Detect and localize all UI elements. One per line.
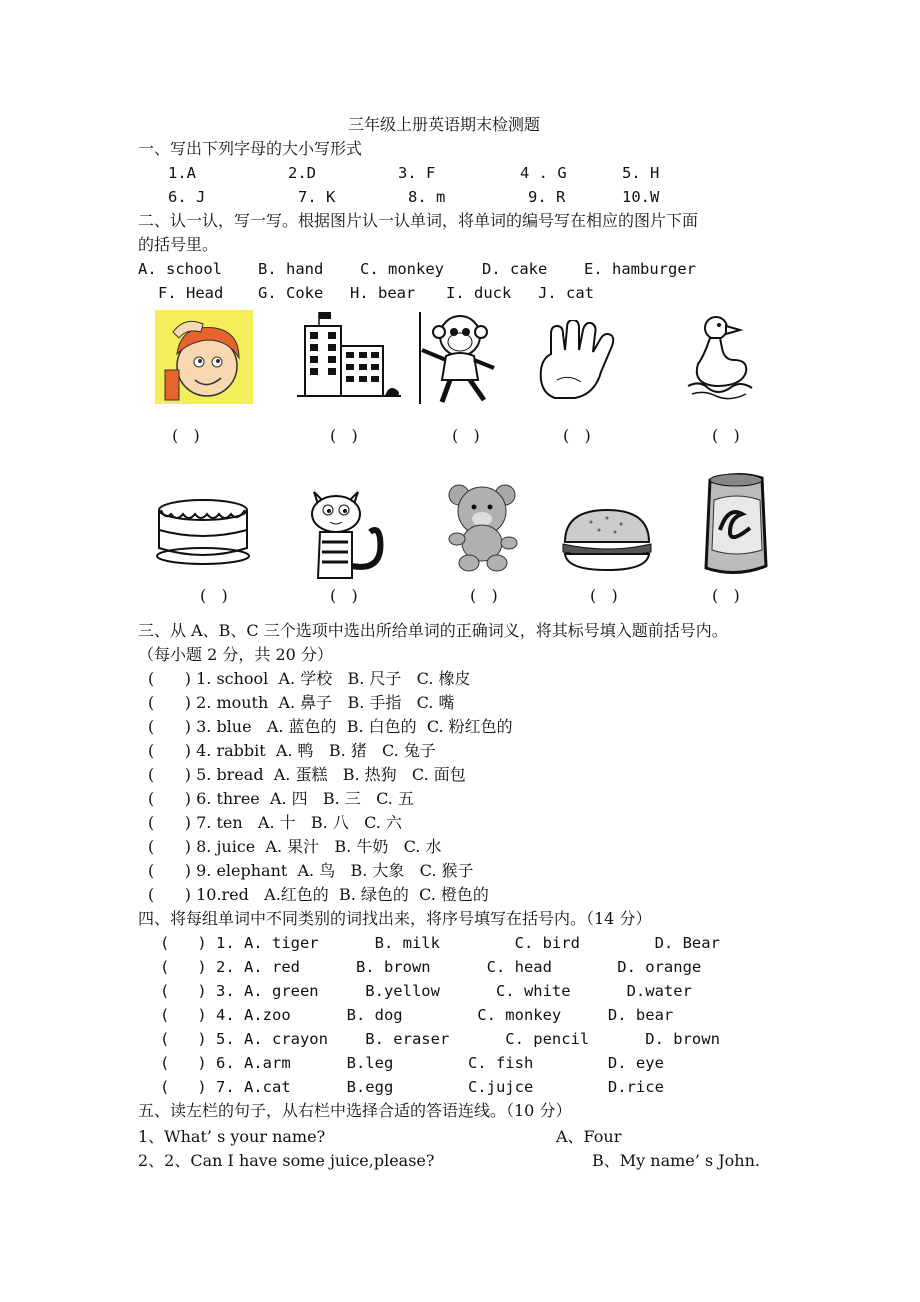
answer-blank[interactable]: ( ) xyxy=(590,586,618,605)
match-left-item: 2、2、Can I have some juice,please? xyxy=(138,1151,435,1170)
duck-icon xyxy=(686,312,756,402)
section1-heading: 一、写出下列字母的大小写形式 xyxy=(138,139,363,158)
word-option: H. bear xyxy=(350,284,416,302)
letter-item: 5. H xyxy=(622,164,660,182)
answer-blank[interactable]: ( ) xyxy=(330,586,358,605)
word-option: A. school xyxy=(138,260,222,278)
question-item: ( ) 2. mouth A. 鼻子 B. 手指 C. 嘴 xyxy=(148,693,455,712)
hand-icon xyxy=(535,320,627,406)
question-item: ( ) 1. A. tiger B. milk C. bird D. Bear xyxy=(160,934,720,952)
section5-heading: 五、读左栏的句子，从右栏中选择合适的答语连线。（10 分） xyxy=(138,1101,572,1120)
bear-icon xyxy=(443,481,523,573)
answer-blank[interactable]: ( ) xyxy=(452,426,480,445)
answer-blank[interactable]: ( ) xyxy=(563,426,591,445)
monkey-icon xyxy=(412,310,507,406)
cake-icon xyxy=(155,494,251,566)
question-item: ( ) 1. school A. 学校 B. 尺子 C. 橡皮 xyxy=(148,669,471,688)
section4-heading: 四、将每组单词中不同类别的词找出来，将序号填写在括号内。（14 分） xyxy=(138,909,652,928)
hamburger-icon xyxy=(561,508,653,574)
word-option: I. duck xyxy=(446,284,512,302)
question-item: ( ) 3. A. green B.yellow C. white D.water xyxy=(160,982,692,1000)
question-item: ( ) 4. A.zoo B. dog C. monkey D. bear xyxy=(160,1006,674,1024)
match-left-item: 1、What’ s your name? xyxy=(138,1127,326,1146)
coke-can-icon xyxy=(700,470,772,580)
section3-heading-cont: （每小题 2 分，共 20 分） xyxy=(138,645,333,664)
page-title: 三年级上册英语期末检测题 xyxy=(348,115,541,134)
question-item: ( ) 10.red A.红色的 B. 绿色的 C. 橙色的 xyxy=(148,885,489,904)
match-right-item: B、My name’ s John. xyxy=(592,1151,760,1170)
letter-item: 4 . G xyxy=(520,164,567,182)
word-option: B. hand xyxy=(258,260,324,278)
question-item: ( ) 9. elephant A. 鸟 B. 大象 C. 猴子 xyxy=(148,861,474,880)
letter-item: 6. J xyxy=(168,188,206,206)
answer-blank[interactable]: ( ) xyxy=(470,586,498,605)
question-item: ( ) 3. blue A. 蓝色的 B. 白色的 C. 粉红色的 xyxy=(148,717,513,736)
school-building-icon xyxy=(297,310,402,400)
question-item: ( ) 8. juice A. 果汁 B. 牛奶 C. 水 xyxy=(148,837,442,856)
letter-item: 10.W xyxy=(622,188,660,206)
answer-blank[interactable]: ( ) xyxy=(712,426,740,445)
word-option: J. cat xyxy=(538,284,594,302)
question-item: ( ) 6. A.arm B.leg C. fish D. eye xyxy=(160,1054,664,1072)
section2-heading-cont: 的括号里。 xyxy=(138,235,219,254)
answer-blank[interactable]: ( ) xyxy=(712,586,740,605)
word-option: C. monkey xyxy=(360,260,444,278)
section2-heading: 二、认一认，写一写。根据图片认一认单词，将单词的编号写在相应的图片下面 xyxy=(138,211,699,230)
cat-icon xyxy=(296,482,386,586)
answer-blank[interactable]: ( ) xyxy=(200,586,228,605)
letter-item: 7. K xyxy=(298,188,336,206)
question-item: ( ) 7. A.cat B.egg C.jujce D.rice xyxy=(160,1078,664,1096)
letter-item: 2.D xyxy=(288,164,316,182)
question-item: ( ) 2. A. red B. brown C. head D. orange xyxy=(160,958,702,976)
answer-blank[interactable]: ( ) xyxy=(330,426,358,445)
word-option: D. cake xyxy=(482,260,548,278)
word-option: F. Head xyxy=(158,284,224,302)
letter-item: 8. m xyxy=(408,188,446,206)
word-option: E. hamburger xyxy=(584,260,696,278)
question-item: ( ) 5. bread A. 蛋糕 B. 热狗 C. 面包 xyxy=(148,765,466,784)
answer-blank[interactable]: ( ) xyxy=(172,426,200,445)
letter-item: 9. R xyxy=(528,188,566,206)
letter-item: 1.A xyxy=(168,164,196,182)
match-right-item: A、Four xyxy=(556,1127,622,1146)
question-item: ( ) 6. three A. 四 B. 三 C. 五 xyxy=(148,789,414,808)
section3-heading: 三、从 A、B、C 三个选项中选出所给单词的正确词义，将其标号填入题前括号内。 xyxy=(138,621,728,640)
question-item: ( ) 5. A. crayon B. eraser C. pencil D. brown xyxy=(160,1030,720,1048)
question-item: ( ) 7. ten A. 十 B. 八 C. 六 xyxy=(148,813,402,832)
question-item: ( ) 4. rabbit A. 鸭 B. 猪 C. 兔子 xyxy=(148,741,436,760)
letter-item: 3. F xyxy=(398,164,436,182)
head-picture-icon xyxy=(155,310,253,404)
word-option: G. Coke xyxy=(258,284,324,302)
